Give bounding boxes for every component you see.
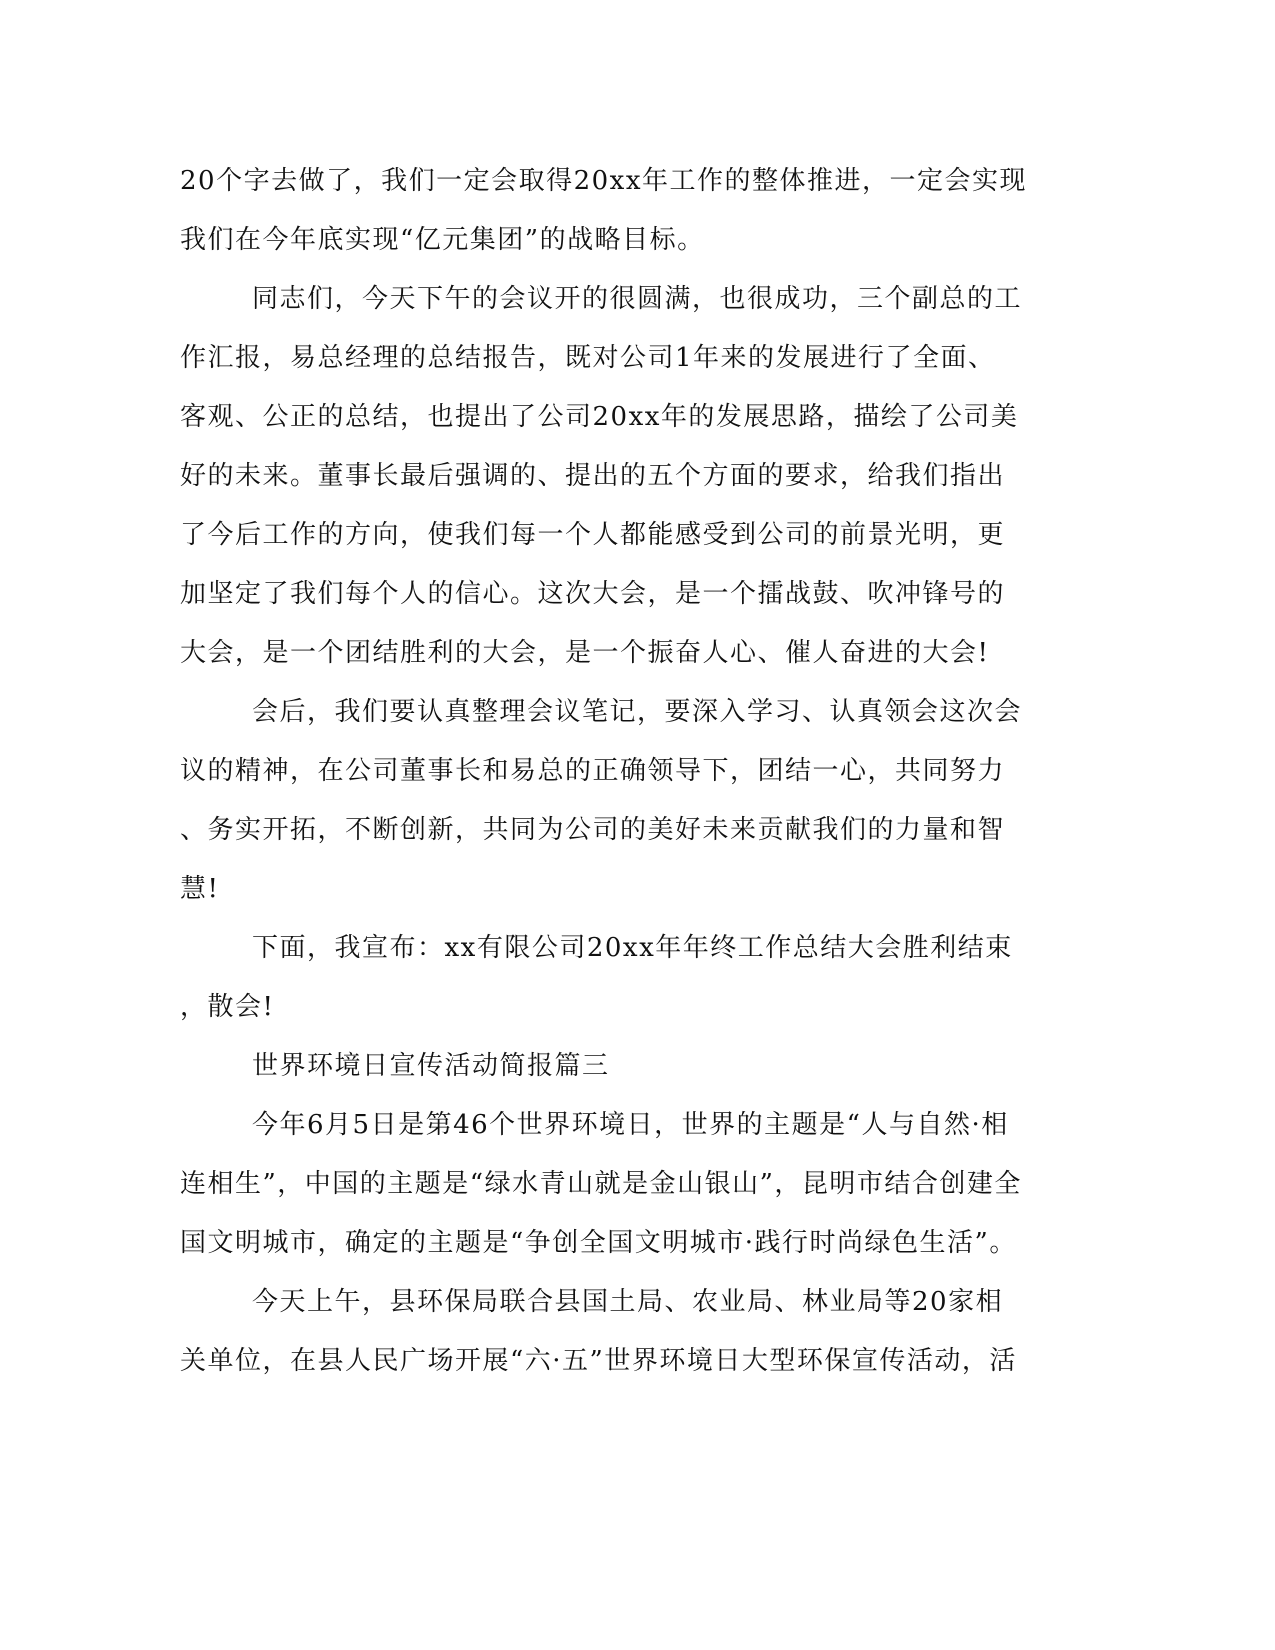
text-line: 20个字去做了，我们一定会取得20xx年工作的整体推进，一定会实现 <box>180 166 1027 196</box>
text-line: 关单位，在县人民广场开展“六·五”世界环境日大型环保宣传活动，活 <box>180 1346 1017 1376</box>
section-heading: 世界环境日宣传活动简报篇三 <box>252 1051 610 1081</box>
text-line: 大会，是一个团结胜利的大会，是一个振奋人心、催人奋进的大会! <box>180 638 990 668</box>
text-line: 议的精神，在公司董事长和易总的正确领导下，团结一心，共同努力 <box>180 756 1006 786</box>
text-line: 作汇报，易总经理的总结报告，既对公司1年来的发展进行了全面、 <box>180 343 996 373</box>
text-line: 客观、公正的总结，也提出了公司20xx年的发展思路，描绘了公司美 <box>180 402 1019 432</box>
text-line: 慧! <box>180 874 220 904</box>
paragraph-first-line: 今天上午，县环保局联合县国土局、农业局、林业局等20家相 <box>252 1287 1004 1317</box>
text-line: 加坚定了我们每个人的信心。这次大会，是一个擂战鼓、吹冲锋号的 <box>180 579 1006 609</box>
paragraph-first-line: 会后，我们要认真整理会议笔记，要深入学习、认真领会这次会 <box>252 697 1023 727</box>
text-line: 连相生”，中国的主题是“绿水青山就是金山银山”，昆明市结合创建全 <box>180 1169 1022 1199</box>
paragraph-first-line: 下面，我宣布：xx有限公司20xx年年终工作总结大会胜利结束 <box>252 933 1013 963</box>
text-line: 好的未来。董事长最后强调的、提出的五个方面的要求，给我们指出 <box>180 461 1006 491</box>
paragraph-first-line: 今年6月5日是第46个世界环境日，世界的主题是“人与自然·相 <box>252 1110 1009 1140</box>
paragraph-first-line: 同志们，今天下午的会议开的很圆满，也很成功，三个副总的工 <box>252 284 1023 314</box>
text-line: 国文明城市，确定的主题是“争创全国文明城市·践行时尚绿色生活”。 <box>180 1228 1017 1258</box>
text-line: 我们在今年底实现“亿元集团”的战略目标。 <box>180 225 705 255</box>
text-line: ，散会! <box>180 992 275 1022</box>
text-line: 了今后工作的方向，使我们每一个人都能感受到公司的前景光明，更 <box>180 520 1006 550</box>
text-line: 、务实开拓，不断创新，共同为公司的美好未来贡献我们的力量和智 <box>180 815 1006 845</box>
